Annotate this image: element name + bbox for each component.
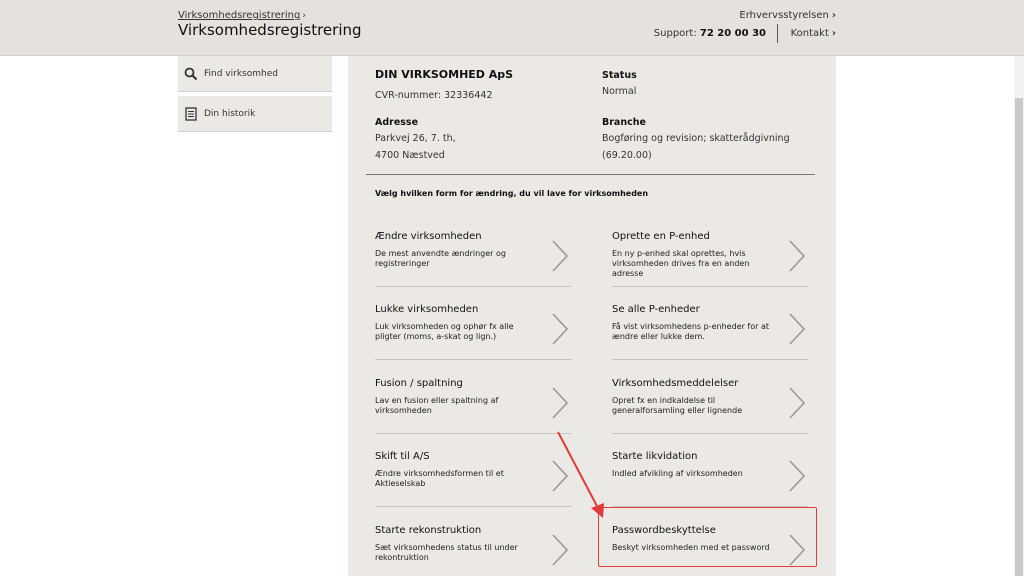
- org-link[interactable]: [739, 10, 836, 21]
- option-start-reconstruction[interactable]: [375, 525, 571, 576]
- history-document-icon: [184, 107, 198, 121]
- option-company-notices[interactable]: [612, 378, 808, 434]
- breadcrumb-chevron-icon: ›: [302, 11, 306, 21]
- chevron-right-icon: ›: [831, 28, 836, 39]
- address-line-1: Parkvej 26, 7. th,: [375, 133, 456, 144]
- branch-label: Branche: [602, 117, 646, 128]
- option-create-p-unit[interactable]: [612, 231, 808, 287]
- option-description: Opret fx en indkaldelse til generalforsamling eller lignende: [612, 396, 743, 415]
- option-description: Ændre virksomhedsformen til et Aktieselskab: [375, 469, 504, 488]
- company-panel: [348, 56, 836, 576]
- breadcrumb[interactable]: [178, 10, 306, 21]
- chevron-right-icon: [788, 386, 806, 420]
- option-switch-to-as[interactable]: [375, 451, 571, 507]
- support-phone: 72 20 00 30: [699, 28, 766, 39]
- branch-line-2: (69.20.00): [602, 150, 652, 161]
- chevron-right-icon: [788, 312, 806, 346]
- company-name: DIN VIRKSOMHED ApS: [375, 68, 514, 81]
- status-label: Status: [602, 70, 637, 81]
- sidebar-item-history[interactable]: [178, 96, 332, 132]
- address-line-2: 4700 Næstved: [375, 150, 445, 161]
- top-header: [0, 0, 1024, 56]
- option-title: Starte rekonstruktion: [375, 525, 482, 536]
- sidebar-item-label: Find virksomhed: [204, 68, 278, 79]
- chevron-right-icon: [551, 312, 569, 346]
- option-description: Lav en fusion eller spaltning af virksomheden: [375, 396, 499, 415]
- contact-link[interactable]: [791, 28, 836, 39]
- cvr-number: CVR-nummer: 32336442: [375, 90, 493, 101]
- option-see-p-units[interactable]: [612, 304, 808, 360]
- chevron-right-icon: ›: [831, 10, 836, 21]
- org-link-label: Erhvervsstyrelsen: [739, 10, 829, 21]
- option-start-liquidation[interactable]: [612, 451, 808, 507]
- option-description: Få vist virksomhedens p-enheder for at ændre eller lukke dem.: [612, 322, 769, 341]
- section-divider: [366, 174, 815, 175]
- option-title: Se alle P-enheder: [612, 304, 700, 315]
- option-description: En ny p-enhed skal oprettes, hvis virksomheden drives fra en anden adresse: [612, 249, 750, 278]
- option-title: Passwordbeskyttelse: [612, 525, 716, 536]
- highlight-box: [598, 507, 817, 567]
- option-title: Virksomhedsmeddelelser: [612, 378, 739, 389]
- option-description: Luk virksomheden og ophør fx alle pligter (moms, a-skat og lign.): [375, 322, 514, 341]
- support-info: [654, 28, 766, 39]
- option-description: Indled afvikling af virksomheden: [612, 469, 743, 478]
- breadcrumb-link[interactable]: Virksomhedsregistrering: [178, 10, 301, 21]
- scrollbar-thumb[interactable]: [1015, 98, 1023, 576]
- header-divider: [777, 24, 778, 43]
- option-title: Ændre virksomheden: [375, 231, 482, 242]
- sidebar: [178, 56, 332, 132]
- contact-link-label: Kontakt: [790, 28, 829, 39]
- option-merger-split[interactable]: [375, 378, 571, 434]
- branch-line-1: Bogføring og revision; skatterådgivning: [602, 133, 790, 144]
- option-title: Oprette en P-enhed: [612, 231, 710, 242]
- option-description: Beskyt virksomheden med et password: [612, 543, 770, 552]
- option-close-company[interactable]: [375, 304, 571, 360]
- section-prompt: Vælg hvilken form for ændring, du vil lave for virksomheden: [375, 189, 649, 198]
- option-title: Starte likvidation: [612, 451, 698, 462]
- sidebar-item-find-company[interactable]: [178, 56, 332, 92]
- option-title: Skift til A/S: [375, 451, 430, 462]
- page-title: Virksomhedsregistrering: [178, 21, 362, 39]
- search-icon: [184, 67, 198, 81]
- status-value: Normal: [602, 86, 637, 97]
- address-label: Adresse: [375, 117, 419, 128]
- chevron-right-icon: [788, 459, 806, 493]
- option-description: Sæt virksomhedens status til under rekontruktion: [375, 543, 518, 562]
- chevron-right-icon: [551, 533, 569, 567]
- chevron-right-icon: [551, 239, 569, 273]
- support-label: Support:: [653, 28, 697, 39]
- chevron-right-icon: [551, 386, 569, 420]
- option-description: De mest anvendte ændringer og registreringer: [375, 249, 506, 268]
- option-title: Lukke virksomheden: [375, 304, 479, 315]
- chevron-right-icon: [551, 459, 569, 493]
- chevron-right-icon: [788, 239, 806, 273]
- option-title: Fusion / spaltning: [375, 378, 463, 389]
- sidebar-item-label: Din historik: [204, 108, 256, 119]
- option-change-company[interactable]: [375, 231, 571, 287]
